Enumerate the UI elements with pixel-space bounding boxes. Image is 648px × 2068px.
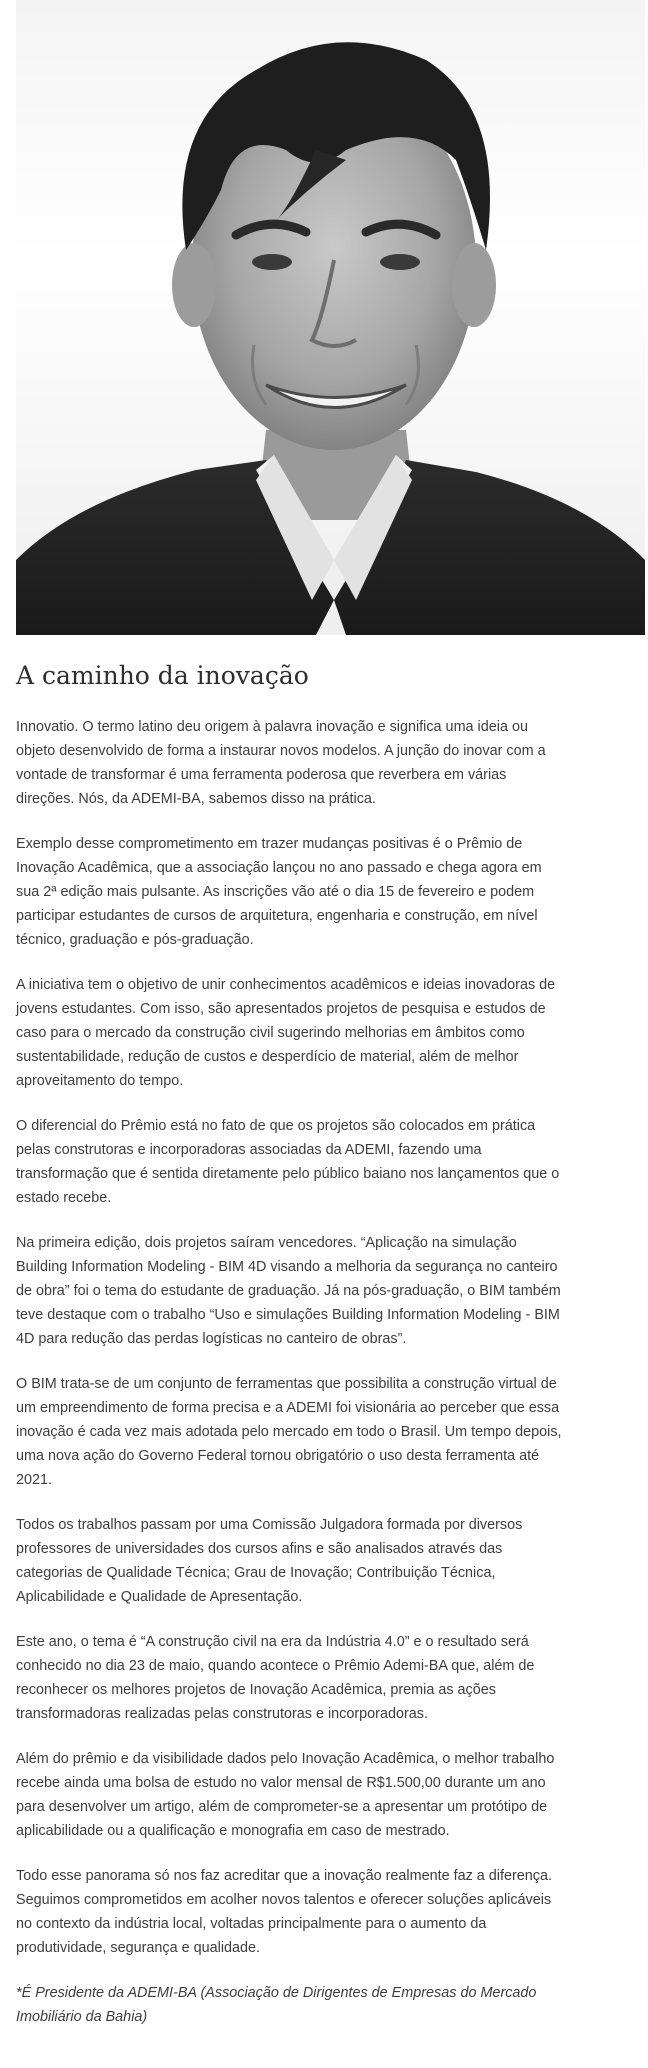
article-paragraph: Além do prêmio e da visibilidade dados pelo Inovação Acadêmica, o melhor trabalho recebe ainda uma bolsa de estudo no valor mensal de R$1.500,00 durante um ano para desenvolver um artigo, além de comprometer-se a apresentar um protótipo de aplicabilidade ou a qualificação e monografia em caso de mestrado.: [16, 1751, 555, 1839]
article-paragraph: Na primeira edição, dois projetos saíram vencedores. “Aplicação na simulação Building Information Modeling - BIM 4D visando a melhoria da segurança no canteiro de obra” foi o tema do estudante de graduação. Já na pós-graduação, o BIM também teve destaque com o trabalho “Uso e simulações Building Information Modeling - BIM 4D para redução das perdas logísticas no canteiro de obras”.: [16, 1235, 561, 1347]
article-paragraph: Exemplo desse comprometimento em trazer mudanças positivas é o Prêmio de Inovação Acadêmica, que a associação lançou no ano passado e chega agora em sua 2ª edição mais pulsante. As inscrições vão até o dia 15 de fevereiro e podem participar estudantes de cursos de arquitetura, engenharia e construção, em nível técnico, graduação e pós-graduação.: [16, 836, 542, 948]
article-paragraph: Este ano, o tema é “A construção civil na era da Indústria 4.0” e o resultado será conhecido no dia 23 de maio, quando acontece o Prêmio Ademi-BA que, além de reconhecer os melhores projetos de Inovação Acadêmica, premia as ações transformadoras realizadas pelas construtoras e incorporadoras.: [16, 1634, 535, 1722]
article-body: [16, 715, 564, 2050]
author-portrait-illustration: [16, 0, 645, 635]
author-portrait-photo: [16, 0, 645, 635]
article-title: A caminho da inovação: [16, 661, 309, 690]
article-paragraph: Todos os trabalhos passam por uma Comissão Julgadora formada por diversos professores de universidades dos cursos afins e são analisados através das categorias de Qualidade Técnica; Grau de Inovação; Contribuição Técnica, Aplicabilidade e Qualidade de Apresentação.: [16, 1517, 523, 1605]
article-paragraph: O diferencial do Prêmio está no fato de que os projetos são colocados em prática pelas construtoras e incorporadoras associadas da ADEMI, fazendo uma transformação que é sentida diretamente pelo público baiano nos lançamentos que o estado recebe.: [16, 1118, 560, 1206]
article-paragraph: Todo esse panorama só nos faz acreditar que a inovação realmente faz a diferença. Seguimos comprometidos em acolher novos talentos e oferecer soluções aplicáveis no contexto da indústria local, voltadas principalmente para o aumento da produtividade, segurança e qualidade.: [16, 1868, 552, 1956]
article-paragraph: Innovatio. O termo latino deu origem à palavra inovação e significa uma ideia ou objeto desenvolvido de forma a instaurar novos modelos. A junção do inovar com a vontade de transformar é uma ferramenta poderosa que reverbera em várias direções. Nós, da ADEMI-BA, sabemos disso na prática.: [16, 719, 546, 807]
article-paragraph: O BIM trata-se de um conjunto de ferramentas que possibilita a construção virtual de um empreendimento de forma precisa e a ADEMI foi visionária ao perceber que essa inovação é cada vez mais adotada pelo mercado em todo o Brasil. Um tempo depois, uma nova ação do Governo Federal tornou obrigatório o uso desta ferramenta até 2021.: [16, 1376, 562, 1488]
author-footnote: *É Presidente da ADEMI-BA (Associação de Dirigentes de Empresas do Mercado Imobiliário da Bahia): [16, 1985, 537, 2025]
article-paragraph: A iniciativa tem o objetivo de unir conhecimentos acadêmicos e ideias inovadoras de jovens estudantes. Com isso, são apresentados projetos de pesquisa e estudos de caso para o mercado da construção civil sugerindo melhorias em âmbitos como sustentabilidade, redução de custos e desperdício de material, além de melhor aproveitamento do tempo.: [16, 977, 556, 1089]
